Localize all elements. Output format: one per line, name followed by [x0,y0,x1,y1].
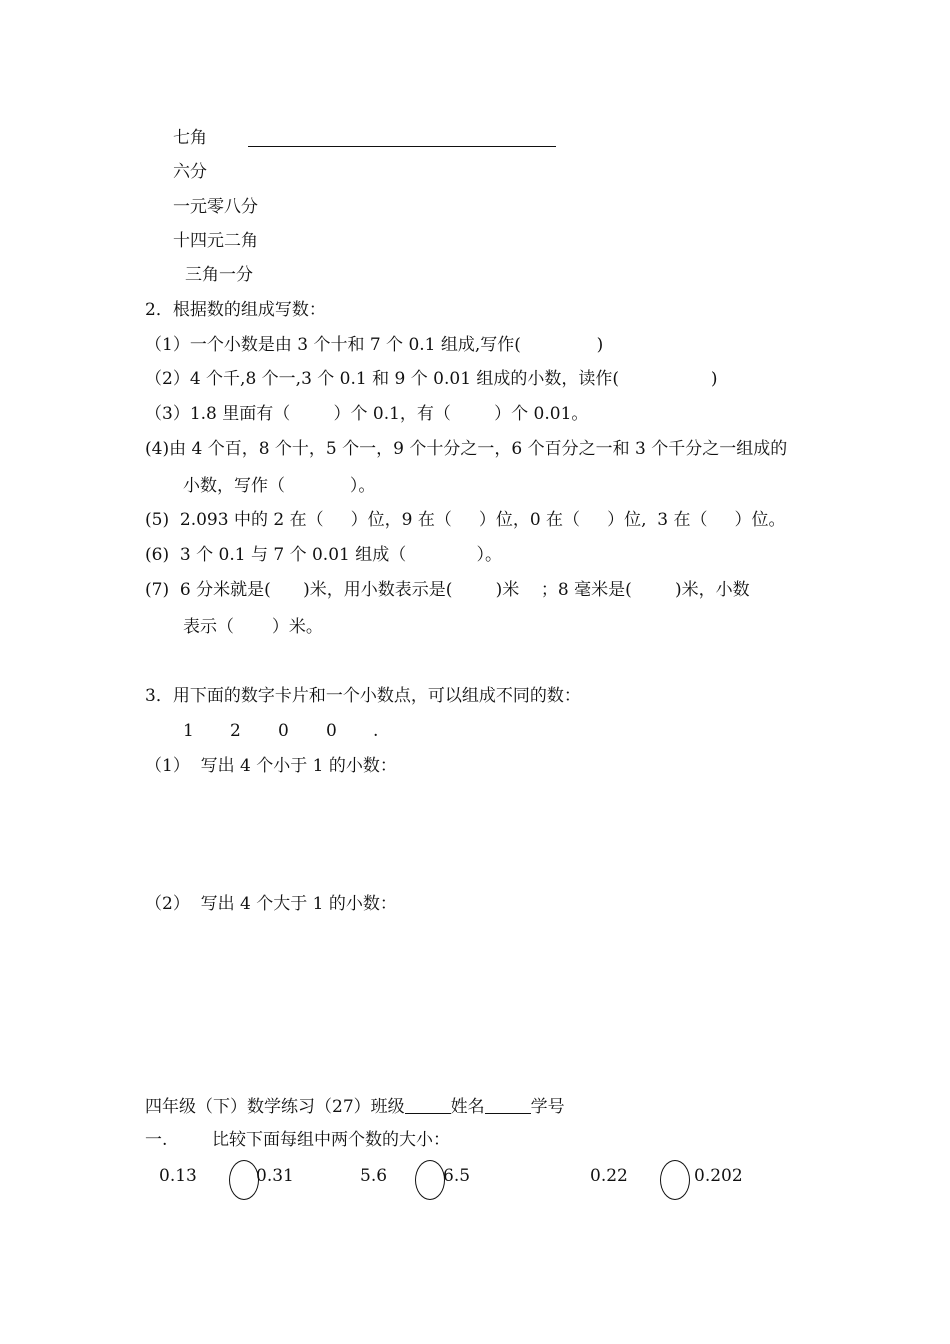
name-blank [485,1095,531,1114]
q2-item-4-cont: 小数，写作（ ）。 [183,476,376,496]
money-item-2: 六分 [173,162,207,182]
digit-card: 1 [183,721,194,741]
header-title: 四年级（下）数学练习（27）班级 [145,1097,405,1117]
compare-right-2: 6.5 [443,1166,471,1186]
q2-item-2: （2）4 个千,8 个一,3 个 0.1 和 9 个 0.01 组成的小数，读作( ) [145,369,718,389]
q2-item-4: (4)由 4 个百，8 个十，5 个一，9 个十分之一，6 个百分之一和 3 个千分之一组成的 [145,439,788,459]
answer-line [248,146,556,147]
worksheet-header [145,1095,565,1118]
comparison-circle [415,1160,445,1200]
q2-item-6: (6) 3 个 0.1 与 7 个 0.01 组成（ ）。 [145,545,502,565]
section-1-label: 一. [145,1130,168,1150]
q2-title: 2．根据数的组成写数： [145,300,326,320]
money-item-5: 三角一分 [185,265,253,285]
digit-card: 0 [278,721,289,741]
compare-right-1: 0.31 [256,1166,294,1186]
compare-left-3: 0.22 [590,1166,628,1186]
decimal-point-card: . [373,721,379,741]
money-item-3: 一元零八分 [173,197,258,217]
q2-item-5: (5) 2.093 中的 2 在（ ）位，9 在（ ）位，0 在（ ）位, 3 在（ ）位。 [145,510,786,530]
q2-item-3: （3）1.8 里面有（ ）个 0.1，有（ ）个 0.01。 [145,404,589,424]
compare-left-1: 0.13 [159,1166,197,1186]
q3-sub-1: （1） 写出 4 个小于 1 的小数： [145,756,397,776]
compare-left-2: 5.6 [360,1166,388,1186]
comparison-circle [660,1160,690,1200]
q2-item-1: （1）一个小数是由 3 个十和 7 个 0.1 组成,写作( ) [145,335,604,355]
comparison-circle [229,1160,259,1200]
section-1-title: 比较下面每组中两个数的大小： [212,1130,450,1150]
compare-right-3: 0.202 [694,1166,743,1186]
digit-card: 2 [230,721,241,741]
q3-sub-2: （2） 写出 4 个大于 1 的小数： [145,894,397,914]
digit-card: 0 [326,721,337,741]
money-item-4: 十四元二角 [173,231,258,251]
money-item-1: 七角 [173,128,207,148]
name-label: 姓名 [450,1097,485,1117]
id-label: 学号 [530,1097,565,1117]
class-blank [405,1095,451,1114]
q3-title: 3．用下面的数字卡片和一个小数点，可以组成不同的数： [145,686,581,706]
q2-item-7-cont: 表示（ ）米。 [183,617,323,637]
q2-item-7: (7) 6 分米就是( )米，用小数表示是( )米 ；8 毫米是( )米，小数 [145,580,750,600]
